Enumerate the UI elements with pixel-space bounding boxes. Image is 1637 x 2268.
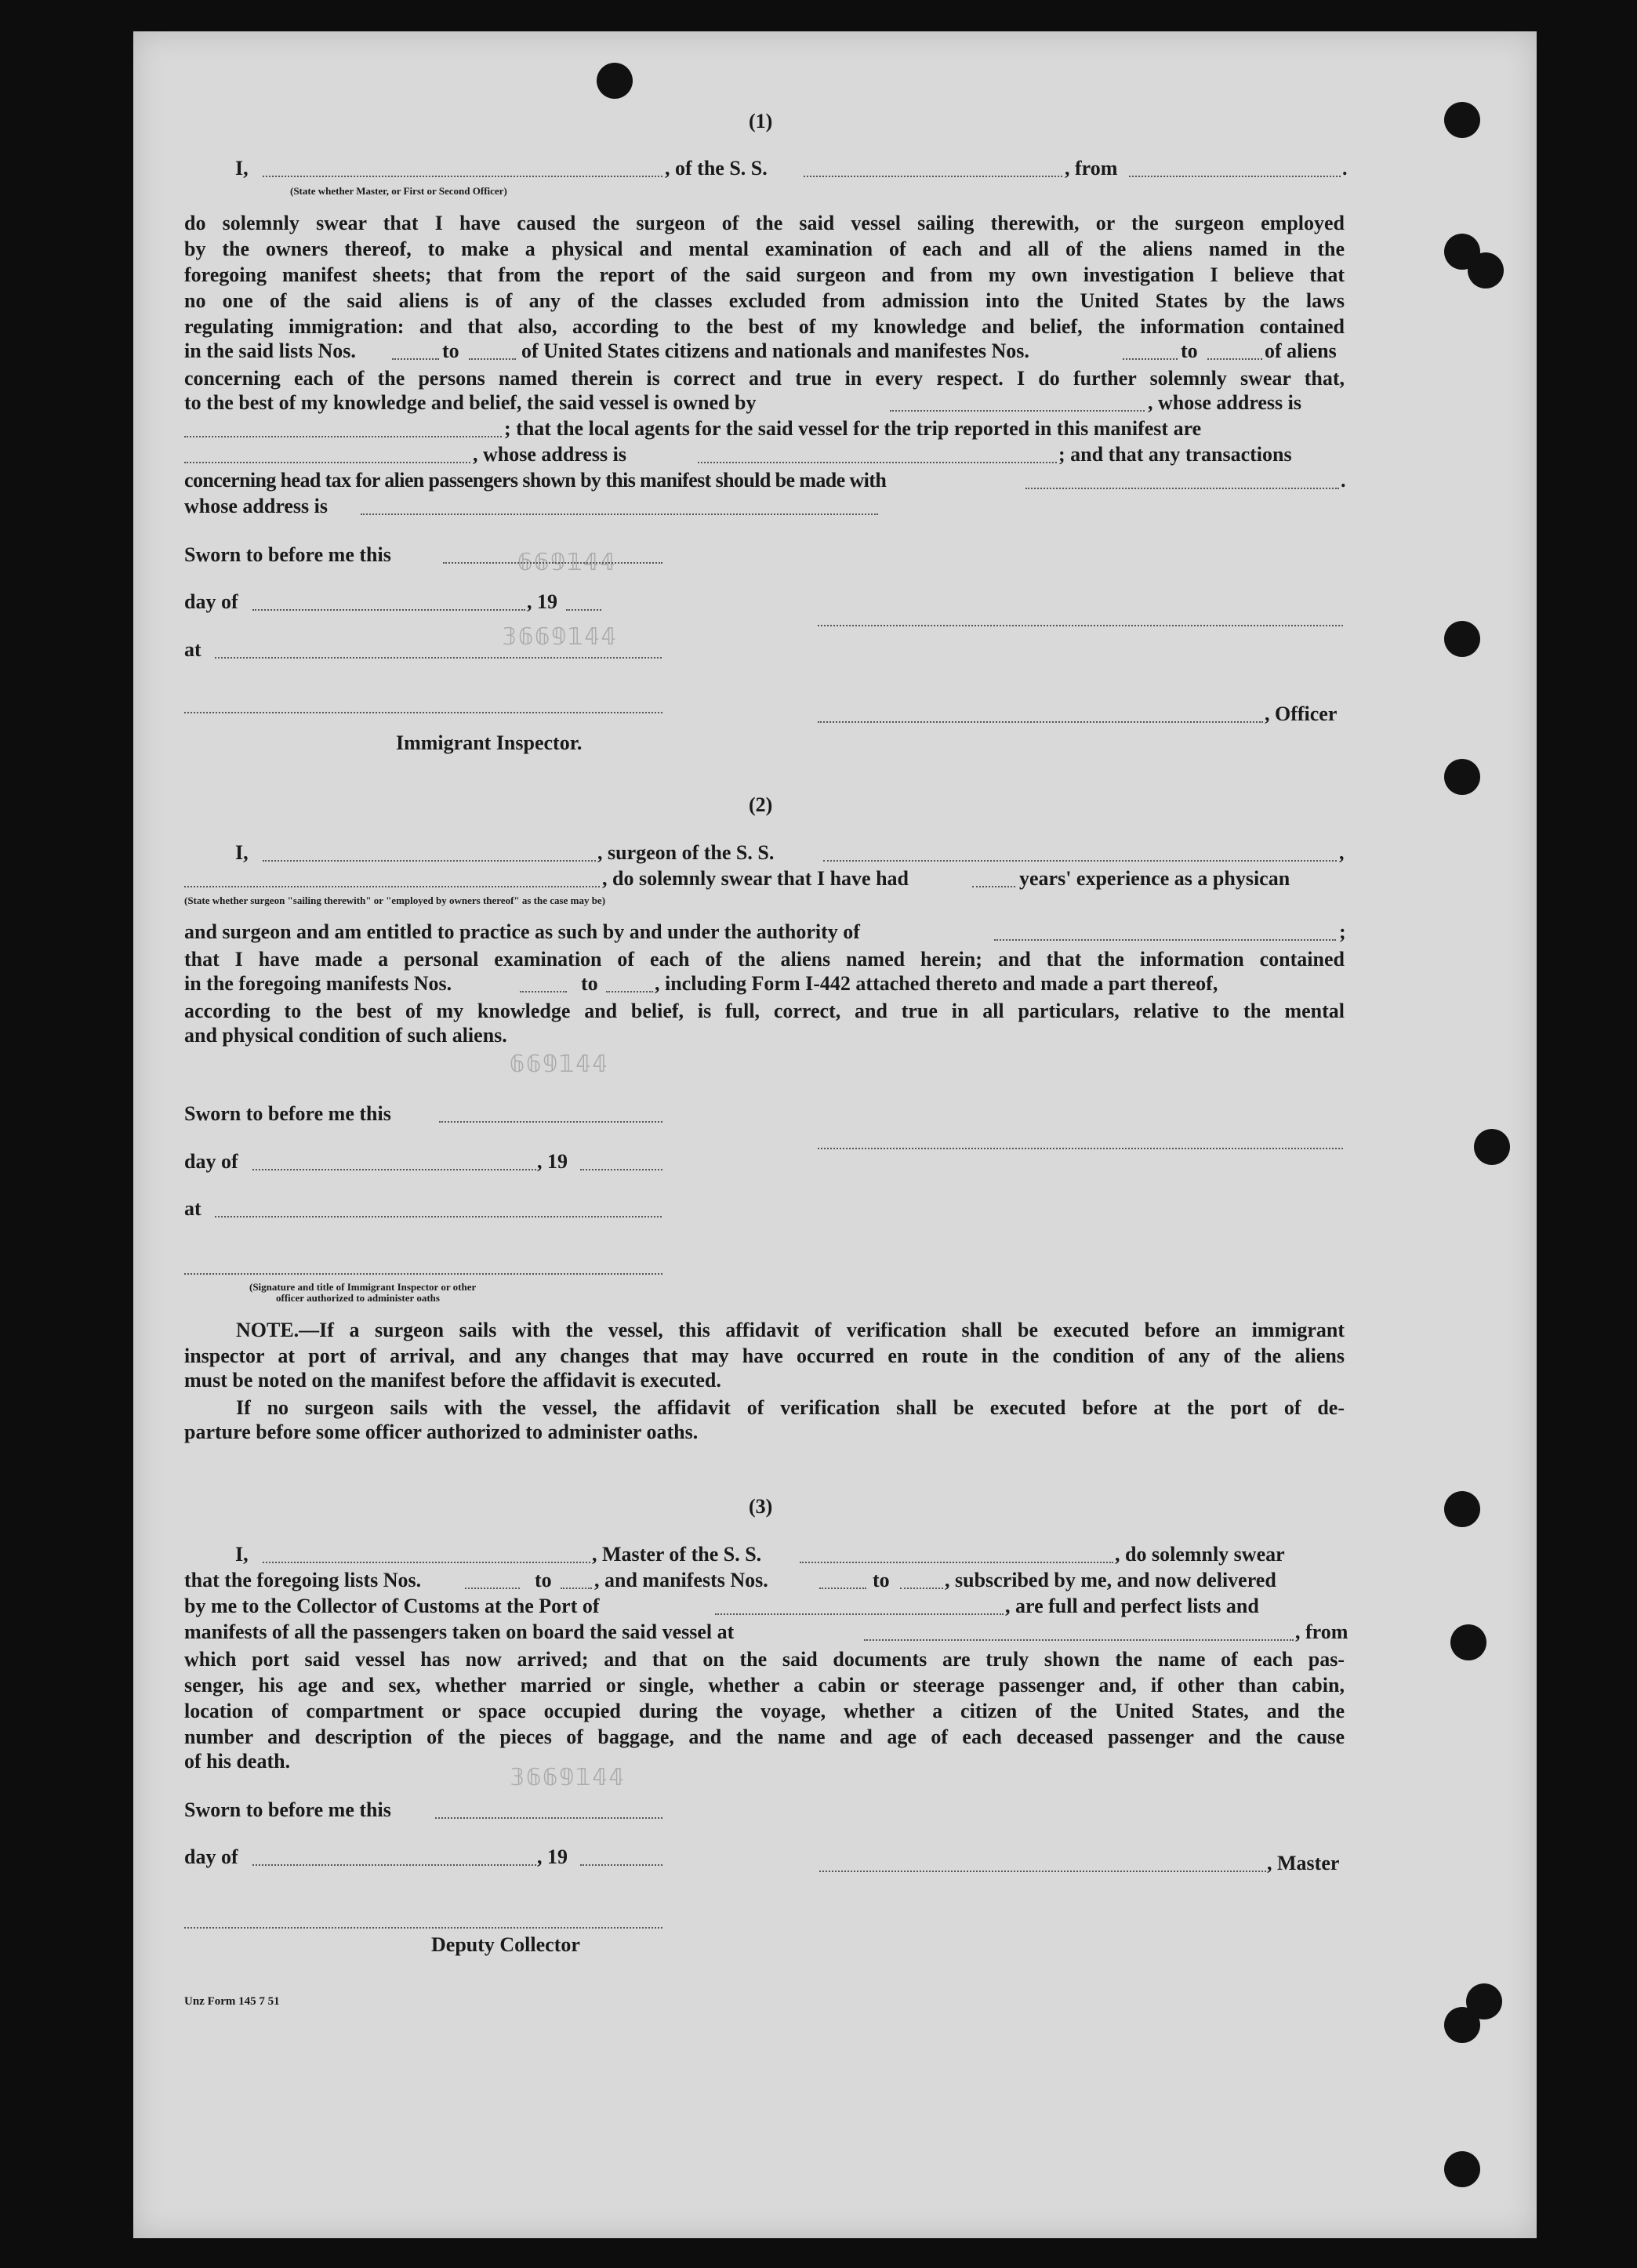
master-of-ss-label: , Master of the S. S. — [592, 1543, 762, 1566]
to-label: to — [535, 1569, 552, 1591]
solemnly-swear-label: , do solemnly swear — [1115, 1543, 1285, 1566]
deputy-signature-line[interactable] — [184, 1927, 662, 1929]
year-blank[interactable] — [580, 1864, 662, 1866]
year-prefix: , 19 — [537, 1150, 568, 1173]
affidavit-para-1-line: no one of the said aliens is of any of the classes excluded from admission into the United States by the laws — [184, 289, 1345, 312]
note-para-last: must be noted on the manifest before the affidavit is executed. — [184, 1369, 721, 1392]
lists-to-blank[interactable] — [469, 358, 516, 360]
lists-nos-label: that the foregoing lists Nos. — [184, 1569, 422, 1591]
years-experience-label: years' experience as a physican — [1019, 867, 1290, 890]
punch-hole — [1444, 621, 1480, 657]
sworn-label: Sworn to before me this — [184, 543, 391, 566]
port-blank[interactable] — [715, 1613, 1004, 1615]
authority-blank[interactable] — [994, 939, 1336, 941]
surgeon-name-blank[interactable] — [263, 860, 596, 862]
owner-address-blank[interactable] — [184, 436, 502, 437]
place-blank[interactable] — [215, 657, 662, 659]
head-tax-address-blank[interactable] — [361, 513, 878, 515]
owned-by-label: to the best of my knowledge and belief, the said vessel is owned by — [184, 391, 757, 414]
concerning-line: concerning each of the persons named therein is correct and true in every respect. I do further solemnly swear that, — [184, 367, 1345, 390]
agents-address-blank[interactable] — [698, 462, 1057, 463]
faint-stamp: 𝟞𝟞𝟡𝟙𝟜𝟜 — [517, 549, 617, 576]
day-of-label: day of — [184, 1150, 238, 1173]
of-ss-label: , of the S. S. — [665, 157, 768, 180]
surgeon-note: (State whether surgeon "sailing therewith" or "employed by owners thereof" as the case may be) — [184, 894, 606, 906]
note-para-line: NOTE.—If a surgeon sails with the vessel, this affidavit of verification shall be executed before an immigrant — [236, 1319, 1345, 1341]
line-end-period: . — [1341, 469, 1346, 492]
inspector-signature-line[interactable] — [184, 1273, 662, 1275]
to-label: to — [442, 339, 459, 362]
faint-stamp: 𝟛𝟞𝟞𝟡𝟙𝟜𝟜 — [510, 1764, 626, 1791]
citizens-label: of United States citizens and nationals and manifestes Nos. — [521, 339, 1029, 362]
owner-blank[interactable] — [890, 410, 1145, 412]
manifests-from-blank[interactable] — [520, 991, 567, 992]
transactions-label: ; and that any transactions — [1058, 443, 1292, 466]
affidavit-para-1-line: by the owners thereof, to make a physical and mental examination of each and all of the aliens named in the — [184, 238, 1345, 260]
sworn-label: Sworn to before me this — [184, 1798, 391, 1821]
surgeon-status-blank[interactable] — [184, 886, 600, 887]
form-number: Unz Form 145 7 51 — [184, 1995, 280, 2008]
surgeon-para-line: according to the best of my knowledge and belief, is full, correct, and true in all particulars, relative to the mental — [184, 1000, 1345, 1022]
manifests-nos-label: , and manifests Nos. — [594, 1569, 768, 1591]
faint-stamp: 𝟛𝟞𝟞𝟡𝟙𝟜𝟜 — [502, 623, 618, 651]
sworn-label: Sworn to before me this — [184, 1102, 391, 1125]
master-para-last: of his death. — [184, 1750, 291, 1773]
month-blank[interactable] — [252, 1169, 536, 1170]
inspector-title: Immigrant Inspector. — [396, 731, 583, 754]
line-end-period: . — [1342, 157, 1348, 180]
sworn-day-blank[interactable] — [439, 1121, 662, 1123]
lists-from-blank[interactable] — [465, 1588, 520, 1589]
signature-note: (Signature and title of Immigrant Inspector or other — [249, 1281, 477, 1293]
deputy-collector-title: Deputy Collector — [431, 1933, 580, 1956]
boarding-port-blank[interactable] — [864, 1639, 1294, 1641]
day-of-label: day of — [184, 1845, 238, 1868]
year-blank[interactable] — [566, 609, 601, 611]
lists-to-blank[interactable] — [561, 1588, 592, 1589]
note-para-last: parture before some officer authorized to administer oaths. — [184, 1421, 699, 1443]
punch-hole — [1444, 2007, 1480, 2043]
officer-name-blank[interactable] — [263, 176, 662, 177]
agents-blank[interactable] — [184, 462, 470, 463]
master-para-line: which port said vessel has now arrived; and that on the said documents are truly shown the name of each pas- — [184, 1648, 1345, 1671]
manifests-from-blank[interactable] — [1123, 358, 1178, 360]
at-label: at — [184, 638, 201, 661]
year-blank[interactable] — [580, 1169, 662, 1170]
authority-label: and surgeon and am entitled to practice as such by and under the authority of — [184, 920, 860, 943]
of-aliens-label: of aliens — [1265, 339, 1337, 362]
punch-hole — [1444, 759, 1480, 795]
line-end-semicolon: ; — [1339, 920, 1346, 943]
sworn-day-blank[interactable] — [443, 562, 662, 564]
whose-address-label: , whose address is — [1148, 391, 1302, 414]
master-signature-line[interactable] — [819, 1871, 1266, 1872]
punch-hole — [1468, 252, 1504, 288]
collector-label: by me to the Collector of Customs at the Port of — [184, 1595, 600, 1617]
manifests-from-blank[interactable] — [819, 1588, 866, 1589]
to-label: to — [581, 972, 598, 995]
years-blank[interactable] — [972, 886, 1015, 887]
lists-from-blank[interactable] — [392, 358, 439, 360]
manifests-nos-label: in the foregoing manifests Nos. — [184, 972, 452, 995]
from-label: , from — [1295, 1620, 1348, 1643]
month-blank[interactable] — [252, 1864, 536, 1866]
signature-note: officer authorized to administer oaths — [276, 1292, 440, 1304]
punch-hole — [1444, 102, 1480, 138]
form-i442-label: , including Form I-442 attached thereto and made a part thereof, — [655, 972, 1218, 995]
punch-hole — [1450, 1624, 1486, 1660]
affidavit-para-1-line: regulating immigration: and that also, according to the best of my knowledge and belief, the information contained — [184, 315, 1345, 338]
master-name-blank[interactable] — [263, 1562, 590, 1563]
declarant-label: I, — [235, 1543, 249, 1566]
whose-address-label: whose address is — [184, 495, 328, 517]
vessel-name-blank[interactable] — [800, 1562, 1113, 1563]
sworn-day-blank[interactable] — [435, 1817, 662, 1819]
punch-hole — [1444, 2151, 1480, 2187]
lists-nos-label: in the said lists Nos. — [184, 339, 356, 362]
head-tax-blank[interactable] — [1025, 488, 1339, 489]
physical-condition-line: and physical condition of such aliens. — [184, 1024, 507, 1047]
master-para-line: senger, his age and sex, whether married or single, whether a cabin or steerage passenger and, if other than cabin, — [184, 1674, 1345, 1696]
manifest-affidavit-page — [133, 31, 1537, 2238]
officer-label: , Officer — [1265, 702, 1338, 725]
master-label: , Master — [1267, 1852, 1340, 1874]
day-of-label: day of — [184, 590, 238, 613]
to-label: to — [873, 1569, 890, 1591]
section-number: (1) — [749, 110, 773, 132]
from-port-blank[interactable] — [1129, 176, 1341, 177]
local-agents-label: ; that the local agents for the said vessel for the trip reported in this manifest are — [504, 417, 1202, 440]
section-number: (2) — [749, 793, 773, 816]
affidavit-para-1-line: foregoing manifest sheets; that from the report of the said surgeon and from my own investigation I believe that — [184, 263, 1345, 286]
punch-hole — [1474, 1129, 1510, 1165]
month-blank[interactable] — [252, 609, 525, 611]
surgeon-swear-label: , do solemnly swear that I have had — [602, 867, 909, 890]
vessel-name-blank[interactable] — [804, 176, 1062, 177]
officer-note: (State whether Master, or First or Second Officer) — [290, 185, 507, 197]
year-prefix: , 19 — [527, 590, 557, 613]
head-tax-label: concerning head tax for alien passengers shown by this manifest should be made with — [184, 469, 887, 492]
year-prefix: , 19 — [537, 1845, 568, 1868]
faint-stamp: 𝟞𝟞𝟡𝟙𝟜𝟜 — [510, 1051, 609, 1078]
note-para-line: If no surgeon sails with the vessel, the affidavit of verification shall be executed before at the port of de- — [236, 1396, 1345, 1419]
declarant-label: I, — [235, 841, 249, 864]
manifests-to-blank[interactable] — [606, 991, 653, 992]
from-label: , from — [1065, 157, 1118, 180]
signature-line[interactable] — [818, 1148, 1343, 1149]
officer-signature-line[interactable] — [818, 721, 1263, 723]
at-label: at — [184, 1197, 201, 1220]
signature-line[interactable] — [818, 625, 1343, 626]
agents-address-label: , whose address is — [473, 443, 627, 466]
punch-hole — [597, 63, 633, 99]
affidavit-para-1-line: do solemnly swear that I have caused the surgeon of the said vessel sailing therewith, or the surgeon employed — [184, 212, 1345, 234]
subscribed-label: , subscribed by me, and now delivered — [945, 1569, 1276, 1591]
manifests-of-all-label: manifests of all the passengers taken on board the said vessel at — [184, 1620, 735, 1643]
to-label: to — [1181, 339, 1198, 362]
surgeon-para-line: that I have made a personal examination of each of the aliens named herein; and that the information contained — [184, 948, 1345, 971]
master-para-line: location of compartment or space occupied during the voyage, whether a citizen of the United States, and the — [184, 1700, 1345, 1722]
surgeon-of-ss-label: , surgeon of the S. S. — [597, 841, 775, 864]
section-number: (3) — [749, 1495, 773, 1518]
full-lists-label: , are full and perfect lists and — [1005, 1595, 1259, 1617]
line-end-comma: , — [1339, 841, 1345, 864]
master-para-line: number and description of the pieces of baggage, and the name and age of each deceased passenger and the cause — [184, 1725, 1345, 1748]
manifests-to-blank[interactable] — [900, 1588, 943, 1589]
punch-hole — [1444, 1491, 1480, 1527]
inspector-signature-line[interactable] — [184, 712, 662, 713]
place-blank[interactable] — [215, 1216, 662, 1217]
manifests-to-blank[interactable] — [1207, 358, 1262, 360]
note-para-line: inspector at port of arrival, and any changes that may have occurred en route in the condition of any of the aliens — [184, 1344, 1345, 1367]
vessel-name-blank[interactable] — [823, 860, 1337, 862]
declarant-label: I, — [235, 157, 249, 180]
